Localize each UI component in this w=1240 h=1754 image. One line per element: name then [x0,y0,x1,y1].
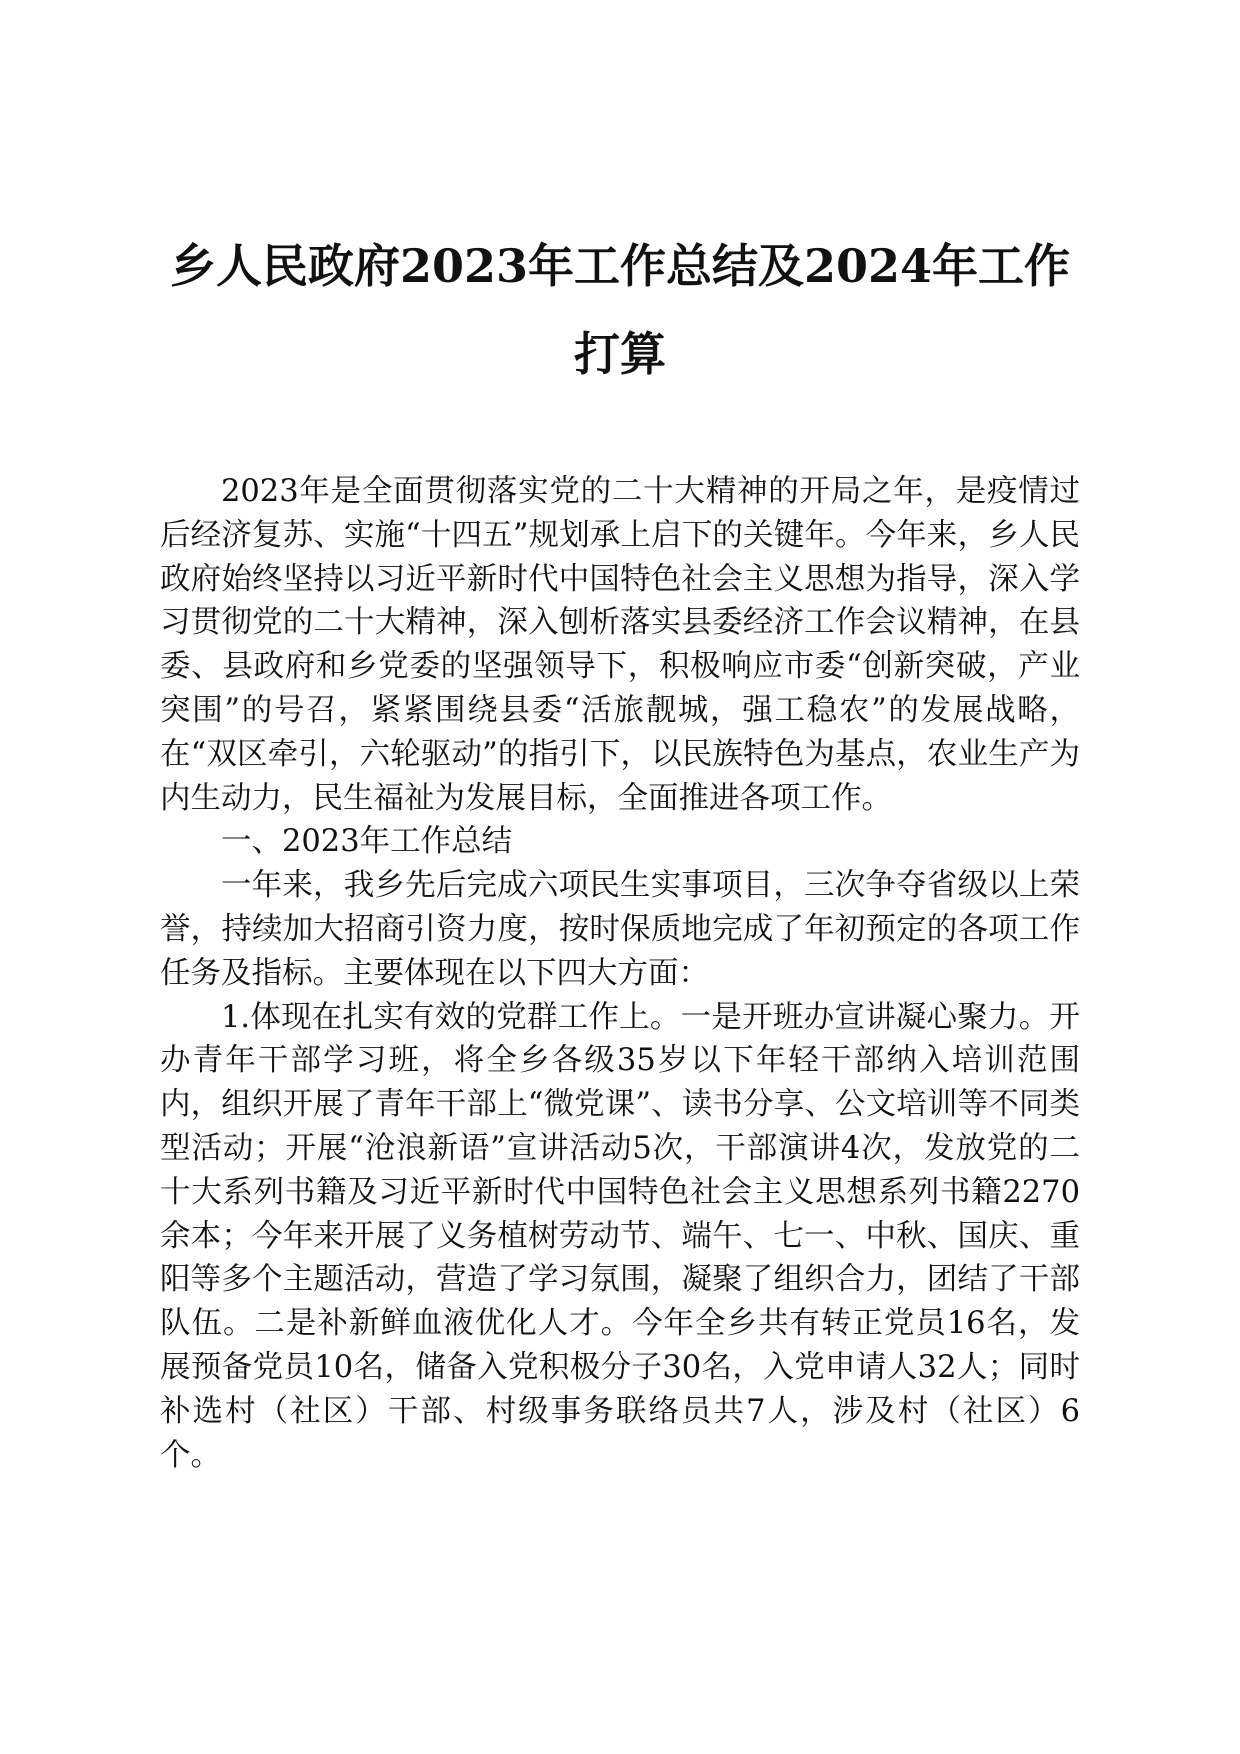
party-work-paragraph: 1.体现在扎实有效的党群工作上。一是开班办宣讲凝心聚力。开办青年干部学习班，将全乡各级35岁以下年轻干部纳入培训范围内，组织开展了青年干部上“微党课”、读书分享、公文培训等不同类型活动；开展“沧浪新语”宣讲活动5次，干部演讲4次，发放党的二十大系列书籍及习近平新时代中国特色社会主义思想系列书籍2270余本；今年来开展了义务植树劳动节、端午、七一、中秋、国庆、重阳等多个主题活动，营造了学习氛围，凝聚了组织合力，团结了干部队伍。二是补新鲜血液优化人才。今年全乡共有转正党员16名，发展预备党员10名，储备入党积极分子30名，入党申请人32人；同时补选村（社区）干部、村级事务联络员共7人，涉及村（社区）6个。 [160,999,1080,1473]
intro-paragraph: 2023年是全面贯彻落实党的二十大精神的开局之年，是疫情过后经济复苏、实施“十四五”规划承上启下的关键年。今年来，乡人民政府始终坚持以习近平新时代中国特色社会主义思想为指导，深入学习贯彻党的二十大精神，深入刨析落实县委经济工作会议精神，在县委、县政府和乡党委的坚强领导下，积极响应市委“创新突破，产业突围”的号召，紧紧围绕县委“活旅靓城，强工稳农”的发展战略，在“双区牵引，六轮驱动”的指引下，以民族特色为基点，农业生产为内生动力，民生福祉为发展目标，全面推进各项工作。 [160,474,1080,816]
document-body [160,470,1080,1477]
section-heading: 一、2023年工作总结 [221,824,513,860]
summary-paragraph: 一年来，我乡先后完成六项民生实事项目，三次争夺省级以上荣誉，持续加大招商引资力度，按时保质地完成了年初预定的各项工作任务及指标。主要体现在以下四大方面： [160,868,1080,991]
document-title: 乡人民政府2023年工作总结及2024年工作打算 [169,239,1071,381]
